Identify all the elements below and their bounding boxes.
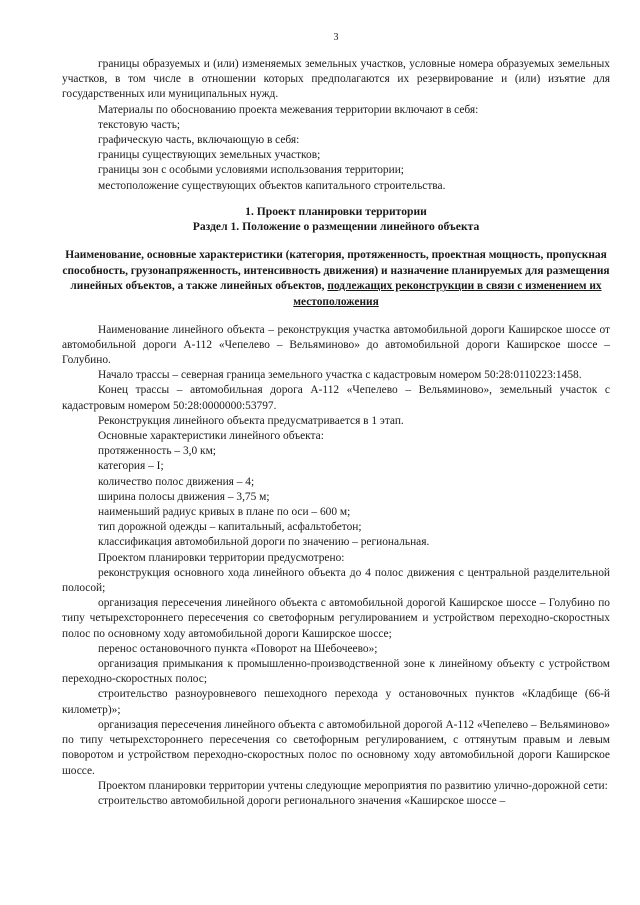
paragraph: Проектом планировки территории предусмотрено: [98, 551, 345, 564]
list-item: границы существующих земельных участков; [98, 149, 321, 162]
paragraph: Основные характеристики линейного объекта: [98, 430, 324, 443]
subsection-title [62, 248, 610, 310]
list-item: границы зон с особыми условиями использования территории; [98, 164, 404, 177]
list-item: протяженность – 3,0 км; [98, 445, 216, 458]
paragraph: Начало трассы – северная граница земельного участка с кадастровым номером 50:28:0110223:1458. [98, 369, 582, 382]
section-title: Раздел 1. Положение о размещении линейного объекта [192, 220, 480, 234]
paragraph: Наименование линейного объекта – реконструкция участка автомобильной дороги Каширское шоссе от автомобильной дороги А-112 «Чепелево – Вельяминово» до автомобильной дороги Каширское шоссе – Голубино. [62, 323, 610, 367]
list-item: категория – I; [98, 460, 164, 473]
page-number: 3 [333, 32, 339, 43]
list-item: классификация автомобильной дороги по значению – региональная. [98, 536, 430, 549]
list-item: организация пересечения линейного объекта с автомобильной дорогой А-112 «Чепелево – Вельяминово» по типу четырехстороннего пересечения со светофорным регулированием, с оттянутым правым и левым поворотом и устройством переходно-скоростных полос по основному ходу автомобильной дороги Каширское шоссе. [62, 718, 610, 777]
list-item: количество полос движения – 4; [98, 475, 255, 488]
list-item: тип дорожной одежды – капитальный, асфальтобетон; [98, 521, 362, 534]
paragraph: Конец трассы – автомобильная дорога А-112 «Чепелево – Вельяминово», земельный участок с кадастровым номером 50:28:0000000:53797. [62, 384, 610, 412]
paragraph: Материалы по обоснованию проекта межевания территории включают в себя: [98, 103, 479, 116]
chapter-title: 1. Проект планировки территории [245, 204, 427, 218]
paragraph: Проектом планировки территории учтены следующие мероприятия по развитию улично-дорожной сети: [98, 779, 608, 792]
list-item: строительство разноуровневого пешеходного перехода у остановочных пунктов «Кладбище (66-й километр)»; [62, 688, 610, 716]
list-item: наименьший радиус кривых в плане по оси – 600 м; [98, 506, 351, 519]
section-heading [62, 204, 610, 234]
subsection-title-main: Наименование, основные характеристики (категория, протяженность, проектная мощность, пропускная способность, грузонапряженность, интенсивность движения) и назначение планируемых для размещения линейных объектов, а также линейных объектов, [62, 249, 610, 293]
paragraph: Реконструкция линейного объекта предусматривается в 1 этап. [98, 414, 404, 427]
list-item: ширина полосы движения – 3,75 м; [98, 490, 270, 503]
paragraph: границы образуемых и (или) изменяемых земельных участков, условные номера образуемых земельных участков, в том числе в отношении которых предполагаются их резервирование и (или) изъятие для государственных или муниципальных нужд. [62, 58, 610, 101]
list-item: местоположение существующих объектов капитального строительства. [98, 179, 446, 192]
list-item: организация пересечения линейного объекта с автомобильной дорогой Каширское шоссе – Голубино по типу четырехстороннего пересечения со светофорным регулированием и устройством переходно-скоростных полос по основному ходу автомобильной дороги Каширское шоссе; [62, 597, 610, 640]
list-item: перенос остановочного пункта «Поворот на Шебочеево»; [98, 642, 378, 655]
subsection-title-underlined: подлежащих реконструкции в связи с изменением их местоположения [293, 280, 602, 309]
list-item: организация примыкания к промышленно-производственной зоне к линейному объекту с устройством переходно-скоростных полос; [62, 658, 610, 686]
list-item: текстовую часть; [98, 118, 181, 131]
document-page [62, 32, 610, 809]
list-item: реконструкция основного хода линейного объекта до 4 полос движения с центральной разделительной полосой; [62, 566, 610, 595]
list-item: строительство автомобильной дороги регионального значения «Каширское шоссе – [98, 794, 506, 807]
list-item: графическую часть, включающую в себя: [98, 134, 300, 147]
